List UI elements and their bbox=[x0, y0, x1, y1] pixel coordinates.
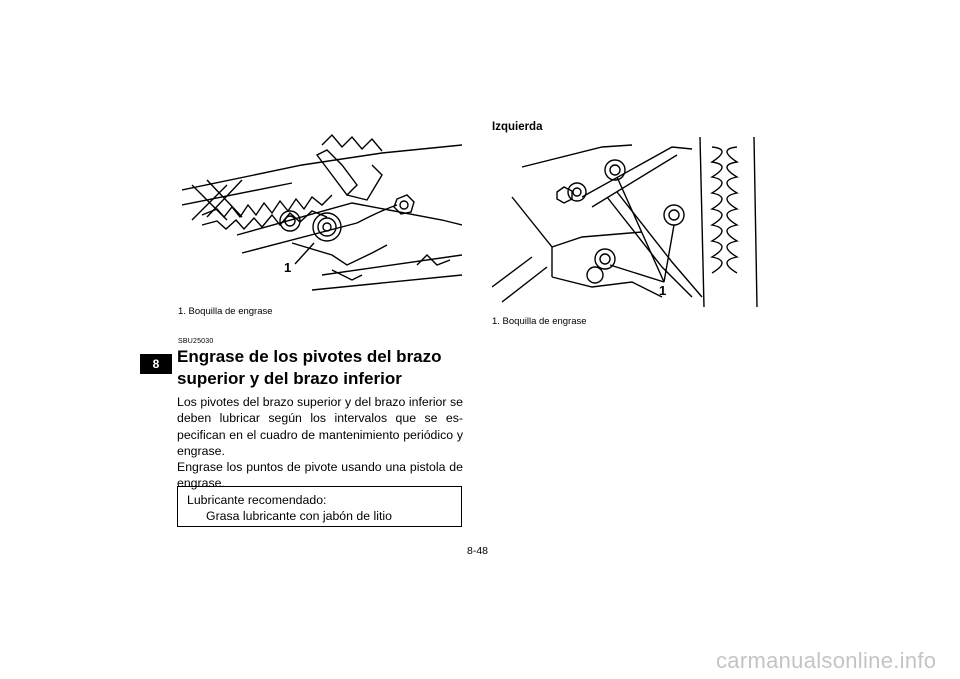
figure-left-caption: 1. Boquilla de engrase bbox=[178, 306, 273, 317]
figure-right-callout: 1 bbox=[659, 283, 667, 298]
lubricant-box bbox=[177, 486, 462, 527]
section-paragraph-2: Engrase los puntos de pivote usando una pistola de engrase. bbox=[177, 460, 463, 491]
section-body bbox=[177, 394, 463, 492]
figure-right-label: Izquierda bbox=[492, 121, 543, 133]
figure-right-illustration bbox=[492, 137, 772, 307]
figure-left-illustration bbox=[182, 125, 462, 295]
section-title bbox=[177, 346, 467, 390]
figure-right-caption: 1. Boquilla de engrase bbox=[492, 316, 587, 327]
lubricant-value: Grasa lubricante con jabón de litio bbox=[206, 509, 392, 523]
figure-left-callout: 1 bbox=[284, 260, 292, 275]
section-title-line2: superior y del brazo inferior bbox=[177, 369, 402, 388]
chapter-tab: 8 bbox=[140, 354, 172, 374]
section-paragraph-1: Los pivotes del brazo superior y del brazo inferior se deben lubricar según los intervalos que se es-pecifican en el cuadro de mantenimiento periódico y engrase. bbox=[177, 395, 463, 458]
lubricant-label: Lubricante recomendado: bbox=[187, 493, 327, 507]
watermark: carmanualsonline.info bbox=[716, 648, 937, 673]
section-title-line1: Engrase de los pivotes del brazo bbox=[177, 347, 442, 366]
page-number: 8-48 bbox=[467, 545, 489, 557]
section-code: SBU25030 bbox=[178, 338, 214, 345]
